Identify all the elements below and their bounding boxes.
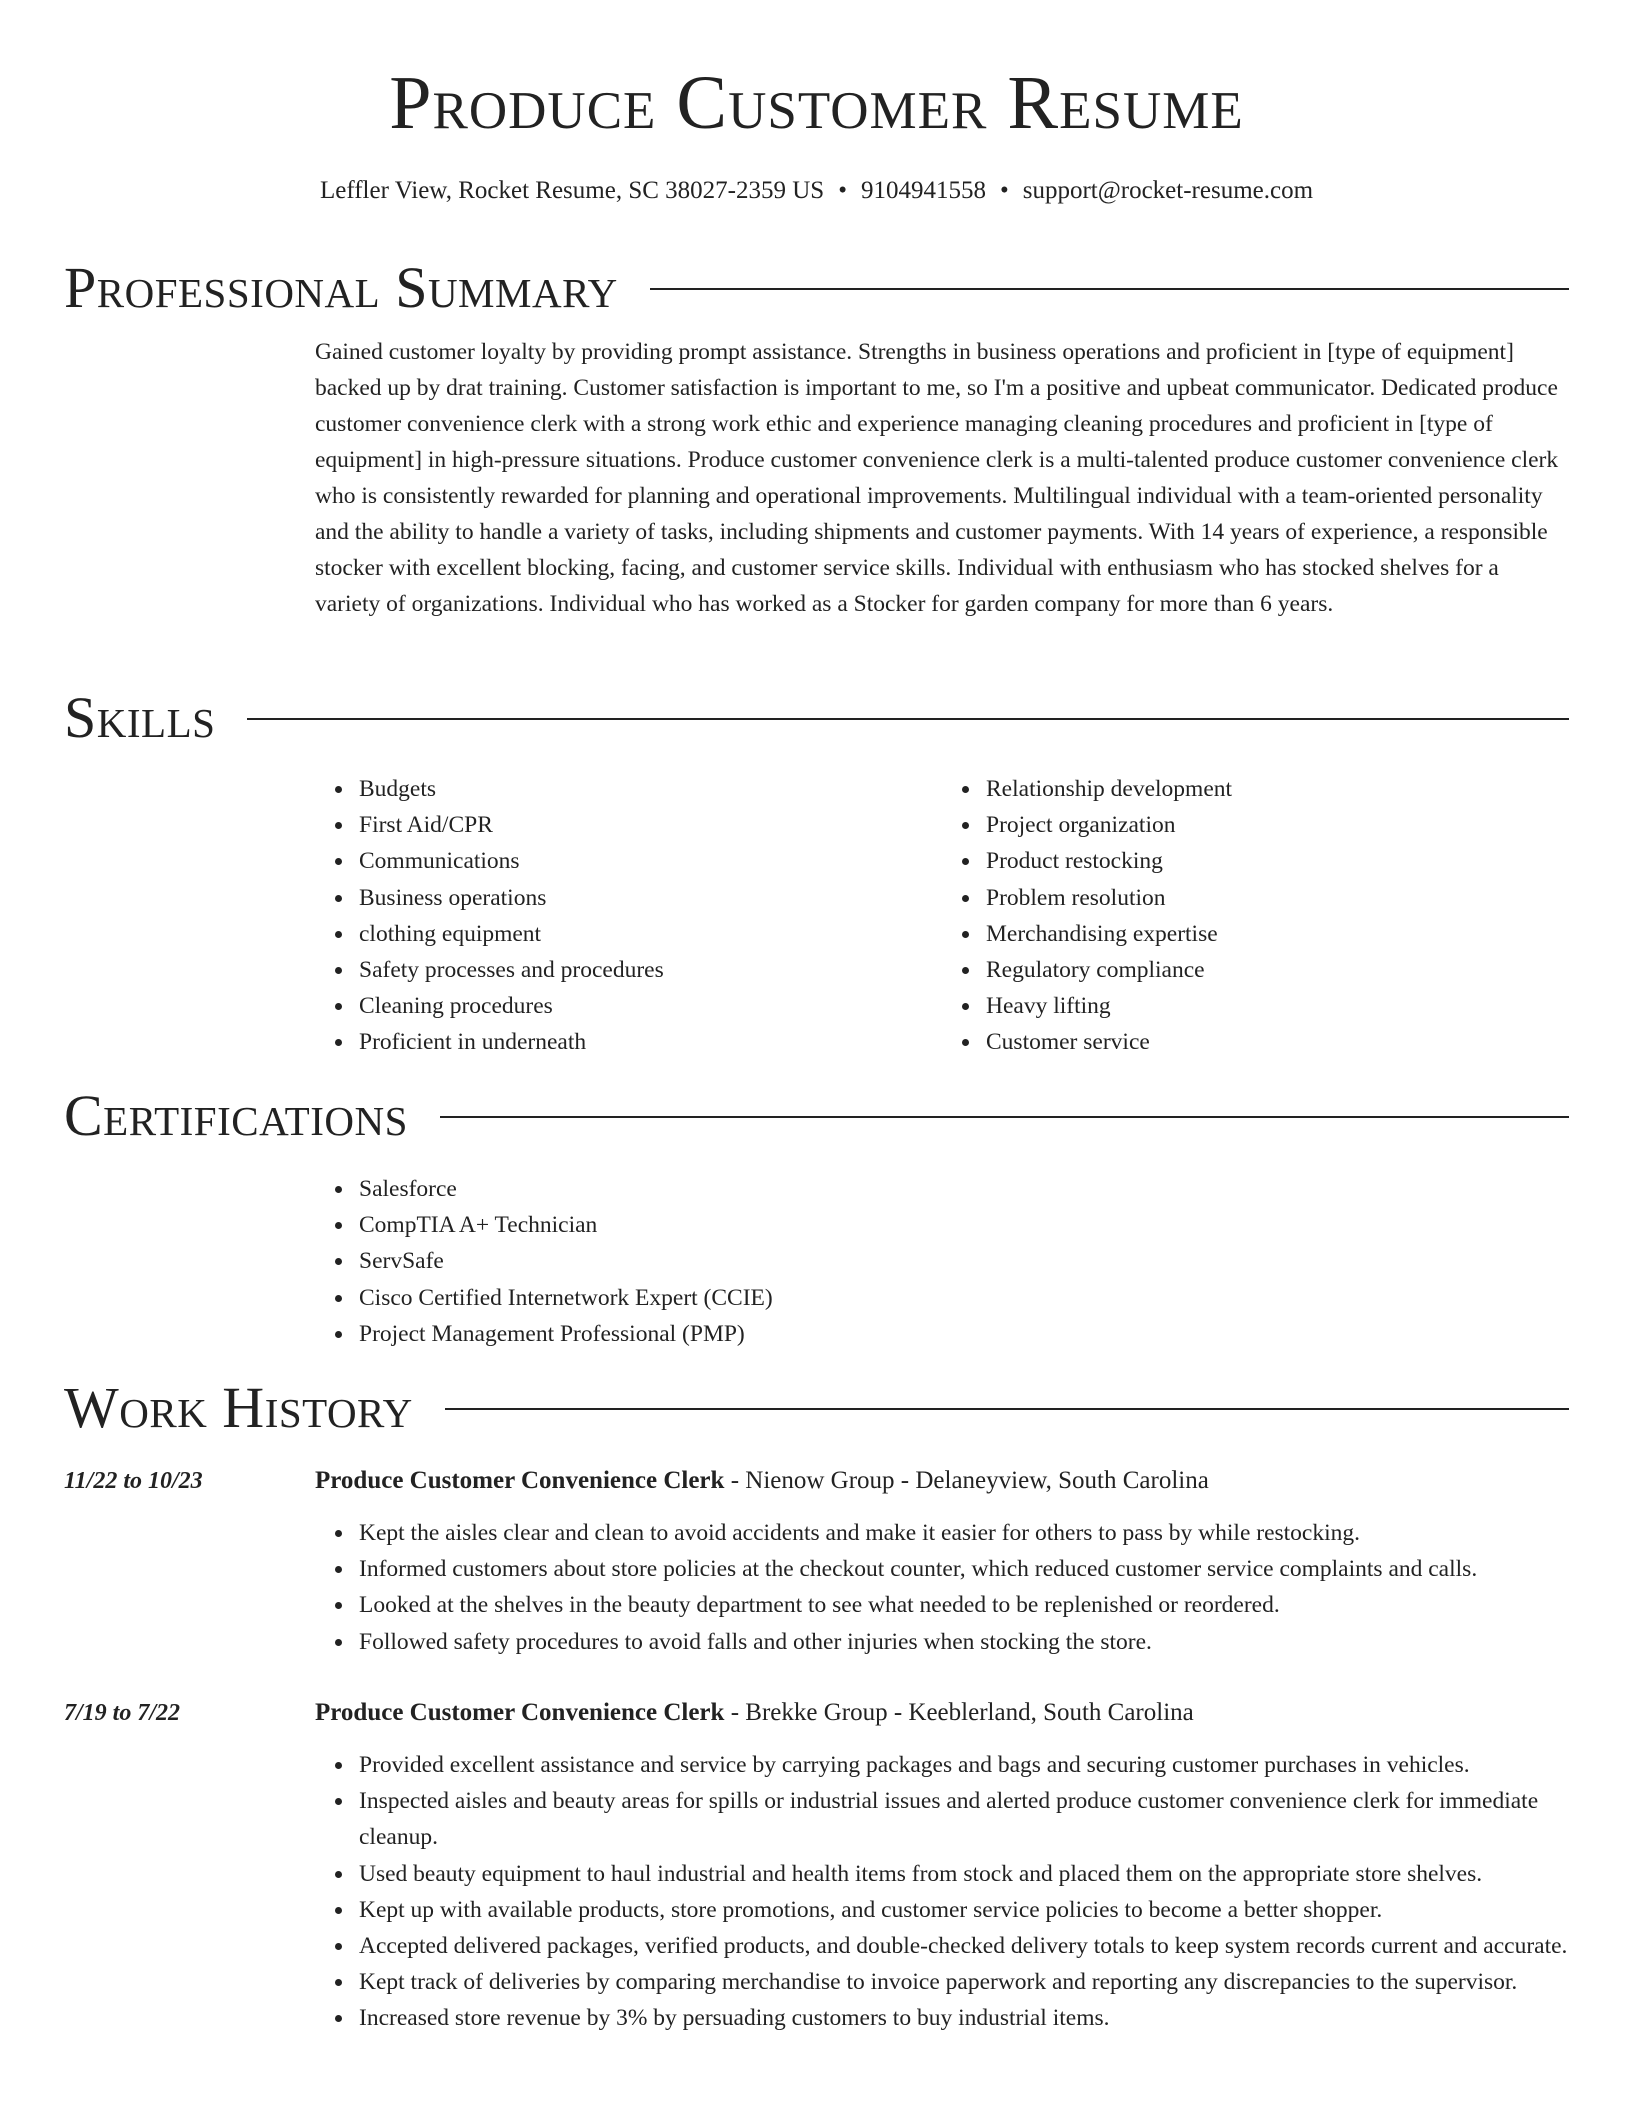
- job-bullet: Accepted delivered packages, verified products, and double-checked delivery totals to keep system records current and accurate.: [359, 1928, 1569, 1964]
- summary-body: [315, 334, 1569, 622]
- contact-email: support@rocket-resume.com: [1022, 177, 1314, 204]
- job-company-location: - Nienow Group - Delaneyview, South Carolina: [724, 1467, 1209, 1494]
- job-bullet: Looked at the shelves in the beauty department to see what needed to be replenished or reordered.: [359, 1587, 1569, 1623]
- skill-item: First Aid/CPR: [359, 807, 942, 843]
- job-dates: 11/22 to 10/23: [64, 1468, 203, 1494]
- job-bullets: [315, 1747, 1569, 2037]
- skill-item: Product restocking: [986, 843, 1569, 879]
- skills-heading: Skills: [64, 685, 216, 750]
- job-bullet: Kept the aisles clear and clean to avoid accidents and make it easier for others to pass by while restocking.: [359, 1515, 1569, 1551]
- certification-item: Project Management Professional (PMP): [359, 1316, 1569, 1352]
- job-bullet: Kept track of deliveries by comparing merchandise to invoice paperwork and reporting any discrepancies to the supervisor.: [359, 1964, 1569, 2000]
- skill-item: Safety processes and procedures: [359, 952, 942, 988]
- section-divider: [440, 1116, 1569, 1118]
- contact-separator: •: [838, 177, 847, 204]
- job-bullet: Increased store revenue by 3% by persuading customers to buy industrial items.: [359, 2000, 1569, 2036]
- skills-list-right: [942, 771, 1569, 1061]
- section-divider: [445, 1408, 1569, 1410]
- job-bullet: Provided excellent assistance and service by carrying packages and bags and securing customer purchases in vehicles.: [359, 1747, 1569, 1783]
- skill-item: Merchandising expertise: [986, 916, 1569, 952]
- job-bullet: Used beauty equipment to haul industrial and health items from stock and placed them on the appropriate store shelves.: [359, 1856, 1569, 1892]
- job-title: Produce Customer Convenience Clerk: [315, 1467, 725, 1494]
- skill-item: Communications: [359, 843, 942, 879]
- skill-item: Relationship development: [986, 771, 1569, 807]
- skills-list-left: [315, 771, 942, 1061]
- resume-title: Produce Customer Resume: [389, 61, 1244, 145]
- job-bullet: Inspected aisles and beauty areas for spills or industrial issues and alerted produce customer convenience clerk for immediate cleanup.: [359, 1783, 1569, 1855]
- skill-item: clothing equipment: [359, 916, 942, 952]
- contact-address: Leffler View, Rocket Resume, SC 38027-2359 US: [319, 177, 825, 204]
- skills-body: [315, 771, 1569, 1061]
- job-company-location: - Brekke Group - Keeblerland, South Carolina: [724, 1699, 1194, 1726]
- job-title: Produce Customer Convenience Clerk: [315, 1699, 725, 1726]
- skill-item: Business operations: [359, 880, 942, 916]
- work-history-section-header: [64, 1373, 1569, 1443]
- summary-heading: Professional Summary: [64, 255, 618, 320]
- certifications-list: [315, 1171, 1569, 1352]
- job-dates: 7/19 to 7/22: [64, 1700, 181, 1726]
- certification-item: ServSafe: [359, 1243, 1569, 1279]
- skill-item: Project organization: [986, 807, 1569, 843]
- skill-item: Budgets: [359, 771, 942, 807]
- skill-item: Cleaning procedures: [359, 988, 942, 1024]
- section-divider: [650, 288, 1569, 290]
- summary-section-header: [64, 253, 1569, 323]
- skill-item: Regulatory compliance: [986, 952, 1569, 988]
- skill-item: Customer service: [986, 1024, 1569, 1060]
- skill-item: Problem resolution: [986, 880, 1569, 916]
- certification-item: CompTIA A+ Technician: [359, 1207, 1569, 1243]
- job-heading: [315, 1463, 1209, 1499]
- certification-item: Salesforce: [359, 1171, 1569, 1207]
- certification-item: Cisco Certified Internetwork Expert (CCIE): [359, 1280, 1569, 1316]
- section-divider: [247, 718, 1569, 720]
- contact-phone: 9104941558: [860, 177, 986, 204]
- contact-line: [64, 174, 1569, 208]
- job-bullets: [315, 1515, 1569, 1660]
- certifications-heading: Certifications: [64, 1083, 408, 1148]
- skills-section-header: [64, 683, 1569, 753]
- skill-item: Heavy lifting: [986, 988, 1569, 1024]
- job-bullet: Informed customers about store policies at the checkout counter, which reduced customer service complaints and calls.: [359, 1551, 1569, 1587]
- job-bullet: Kept up with available products, store promotions, and customer service policies to become a better shopper.: [359, 1892, 1569, 1928]
- job-heading: [315, 1695, 1194, 1731]
- summary-text: Gained customer loyalty by providing prompt assistance. Strengths in business operations and proficient in [type of equipment] backed up by drat training. Customer satisfaction is important to me, so I'm a positive and upbeat communicator. Dedicated produce customer convenience clerk with a strong work ethic and experience managing cleaning procedures and proficient in [type of equipment] in high-pressure situations. Produce customer convenience clerk is a multi-talented produce customer convenience clerk who is consistently rewarded for planning and operational improvements. Multilingual individual with a team-oriented personality and the ability to handle a variety of tasks, including shipments and customer payments. With 14 years of experience, a responsible stocker with excellent blocking, facing, and customer service skills. Individual with enthusiasm who has stocked shelves for a variety of organizations. Individual who has worked as a Stocker for garden company for more than 6 years.: [315, 339, 1559, 617]
- skill-item: Proficient in underneath: [359, 1024, 942, 1060]
- certifications-body: [315, 1171, 1569, 1352]
- contact-separator: •: [999, 177, 1009, 204]
- job-bullet: Followed safety procedures to avoid falls and other injuries when stocking the store.: [359, 1624, 1569, 1660]
- work-history-heading: Work History: [64, 1375, 413, 1440]
- certifications-section-header: [64, 1081, 1569, 1151]
